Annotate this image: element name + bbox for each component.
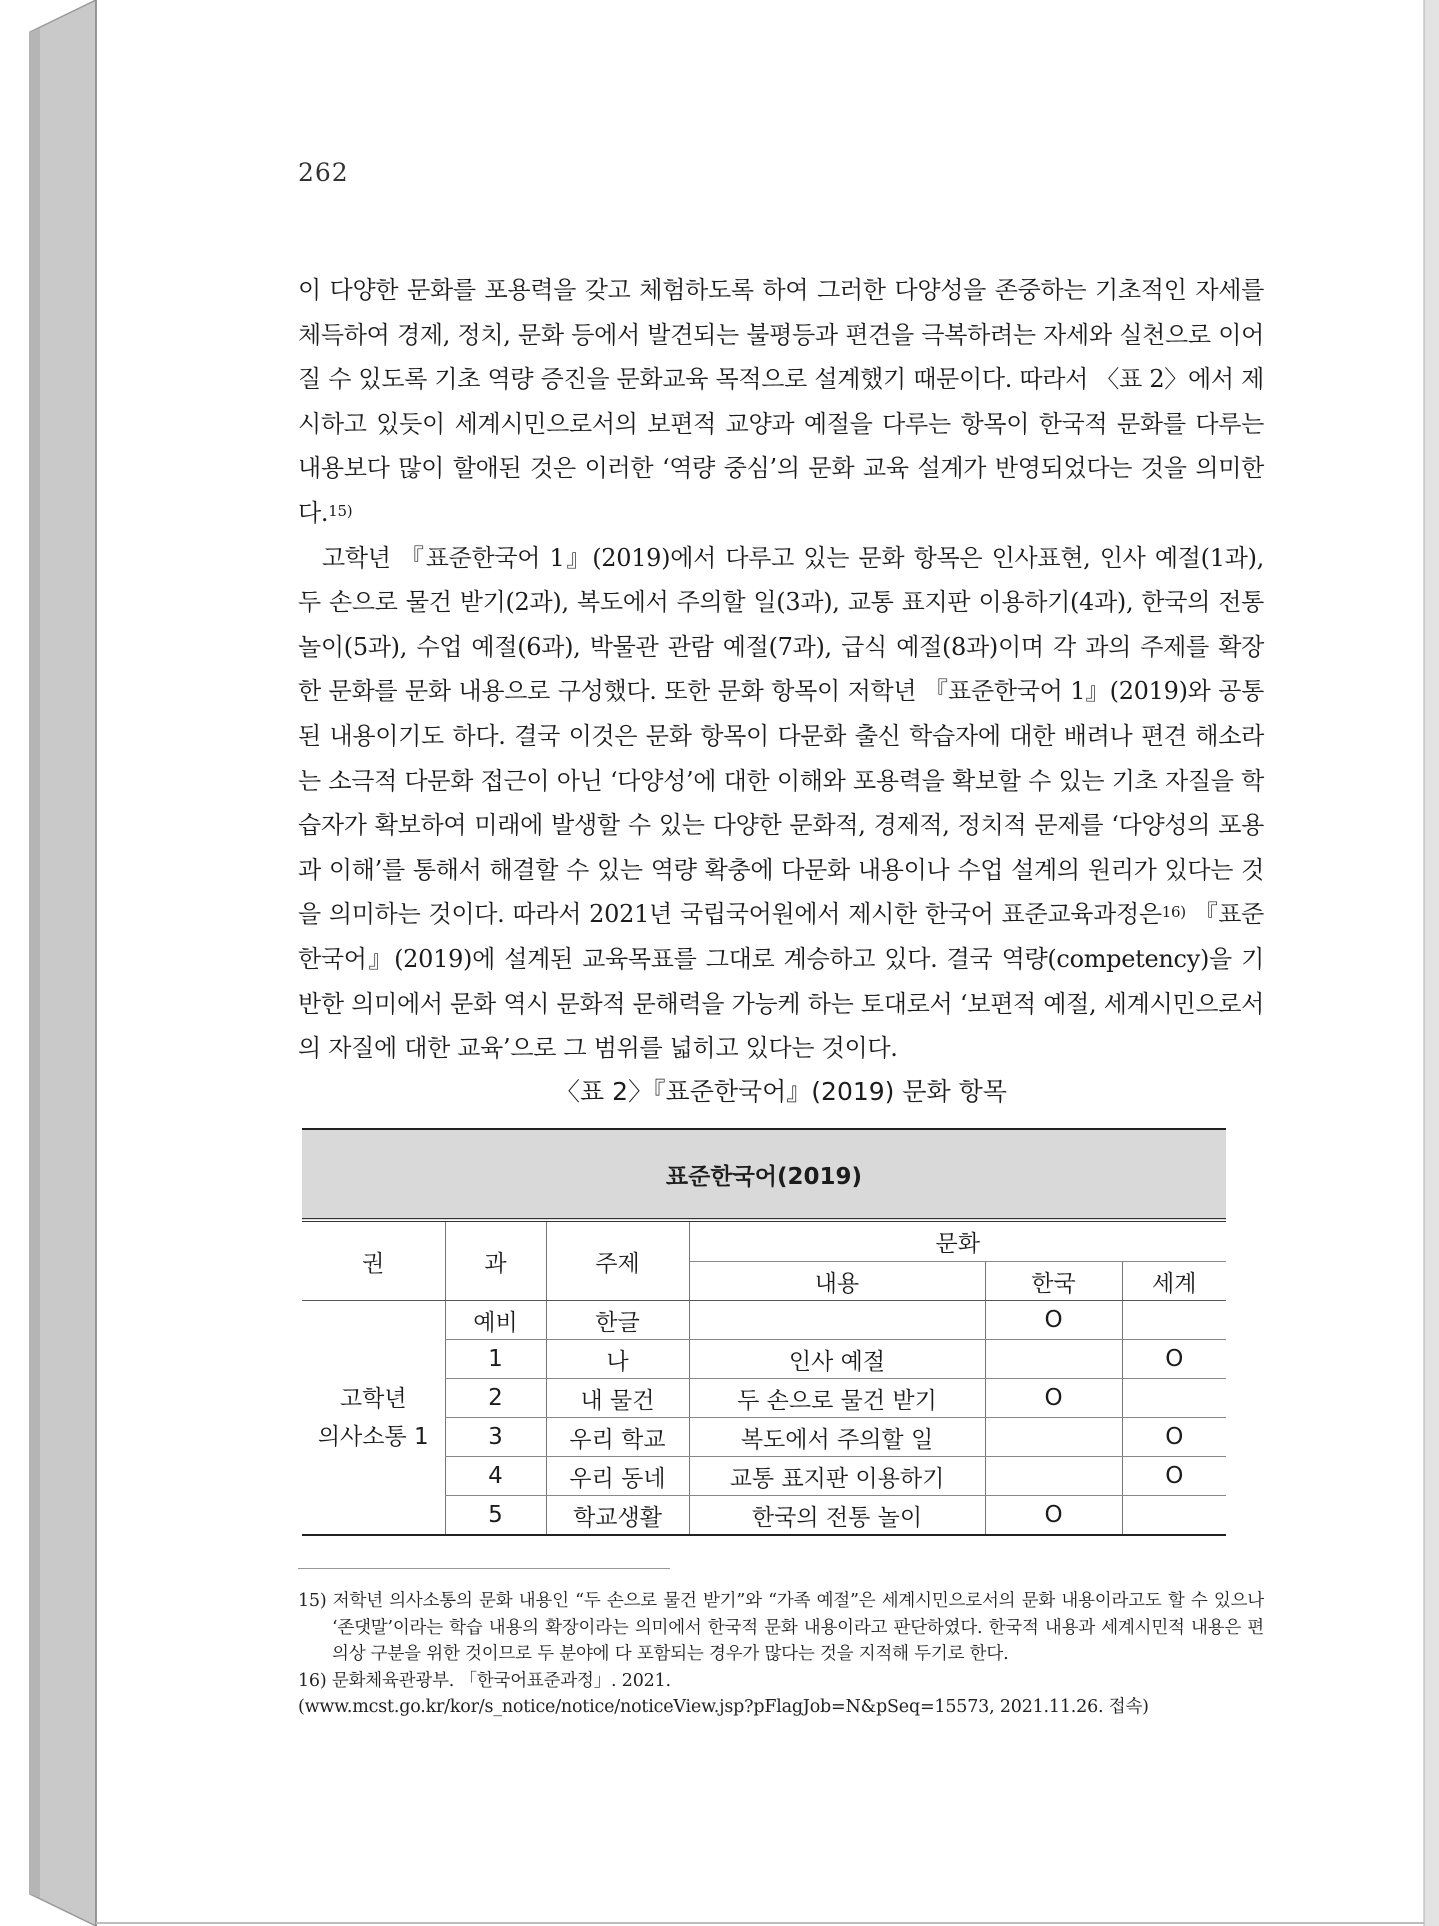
lesson-cell: 3 <box>445 1418 546 1457</box>
volume-cell <box>302 1301 445 1536</box>
korea-mark: O <box>985 1496 1122 1536</box>
world-mark <box>1122 1379 1226 1418</box>
culture-table-wrapper <box>302 1128 1226 1536</box>
paragraph-1 <box>298 268 1264 536</box>
body-text <box>298 268 1264 1071</box>
korea-mark: O <box>985 1301 1122 1340</box>
table-caption: 〈표 2〉『표준한국어』(2019) 문화 항목 <box>555 1077 1007 1106</box>
footnotes <box>298 1588 1264 1721</box>
content-cell: 교통 표지판 이용하기 <box>689 1457 985 1496</box>
topic-cell: 우리 동네 <box>546 1457 689 1496</box>
footnote-16-url: (www.mcst.go.kr/kor/s_notice/notice/noticeView.jsp?pFlagJob=N&pSeq=15573, 2021.11.26. 접속) <box>298 1697 1149 1717</box>
topic-cell: 한글 <box>546 1301 689 1340</box>
footnote-15: 15) 저학년 의사소통의 문화 내용인 “두 손으로 물건 받기”와 “가족 예절”은 세계시민으로서의 문화 내용이라고도 할 수 있으나 ‘존댓말’이라는 학습 내용의 확장이라는 의미에서 한국적 문화 내용이라고 판단하였다. 한국적 내용과 세계시민적 내용은 편의상 구분을 위한 것이므로 두 분야에 다 포함되는 경우가 많다는 것을 지적해 두기로 한다. <box>298 1591 1264 1664</box>
footnote-ref-16[interactable]: 16) <box>1161 903 1186 922</box>
content-cell: 두 손으로 물건 받기 <box>689 1379 985 1418</box>
world-mark <box>1122 1301 1226 1340</box>
culture-table <box>302 1128 1226 1536</box>
lesson-cell: 예비 <box>445 1301 546 1340</box>
korea-mark <box>985 1340 1122 1379</box>
header-content: 내용 <box>689 1262 985 1301</box>
topic-cell: 나 <box>546 1340 689 1379</box>
lesson-cell: 4 <box>445 1457 546 1496</box>
table-row <box>302 1301 1226 1340</box>
lesson-cell: 1 <box>445 1340 546 1379</box>
korea-mark <box>985 1457 1122 1496</box>
topic-cell: 우리 학교 <box>546 1418 689 1457</box>
world-mark: O <box>1122 1457 1226 1496</box>
page-number: 262 <box>298 158 349 187</box>
paragraph-text: 이 다양한 문화를 포용력을 갖고 체험하도록 하여 그러한 다양성을 존중하는 기초적인 자세를 체득하여 경제, 정치, 문화 등에서 발견되는 불평등과 편견을 극복하려는 자세와 실천으로 이어질 수 있도록 기초 역량 증진을 문화교육 목적으로 설계했기 때문이다. 따라서 〈표 2〉에서 제시하고 있듯이 세계시민으로서의 보편적 교양과 예절을 다루는 항목이 한국적 문화를 다루는 내용보다 많이 할애된 것은 이러한 ‘역량 중심’의 문화 교육 설계가 반영되었다는 것을 의미한다. <box>298 276 1264 527</box>
footnote-16: 16) 문화체육관광부. 「한국어표준과정」. 2021. <box>298 1670 671 1691</box>
header-culture: 문화 <box>689 1220 1226 1262</box>
topic-cell: 내 물건 <box>546 1379 689 1418</box>
paragraph-text: 『표준한국어』(2019)에 설계된 교육목표를 그대로 계승하고 있다. 결국 역량(competency)을 기반한 의미에서 문화 역시 문화적 문해력을 가능케 하는 토대로서 ‘보편적 예절, 세계시민으로서의 자질에 대한 교육’으로 그 범위를 넓히고 있다는 것이다. <box>298 900 1264 1063</box>
content-cell <box>689 1301 985 1340</box>
table-title: 표준한국어(2019) <box>302 1129 1226 1220</box>
world-mark: O <box>1122 1340 1226 1379</box>
footnote-ref-15[interactable]: 15) <box>328 501 353 520</box>
lesson-cell: 2 <box>445 1379 546 1418</box>
header-world: 세계 <box>1122 1262 1226 1301</box>
volume-label-line-1: 고학년 <box>339 1385 407 1412</box>
header-lesson: 과 <box>445 1220 546 1301</box>
topic-cell: 학교생활 <box>546 1496 689 1536</box>
header-korea: 한국 <box>985 1262 1122 1301</box>
volume-label-line-2: 의사소통 1 <box>317 1423 429 1450</box>
content-cell: 인사 예절 <box>689 1340 985 1379</box>
content-cell: 복도에서 주의할 일 <box>689 1418 985 1457</box>
korea-mark <box>985 1418 1122 1457</box>
world-mark: O <box>1122 1418 1226 1457</box>
content-cell: 한국의 전통 놀이 <box>689 1496 985 1536</box>
lesson-cell: 5 <box>445 1496 546 1536</box>
header-topic: 주제 <box>546 1220 689 1301</box>
paragraph-2 <box>298 536 1264 1071</box>
header-volume: 권 <box>302 1220 445 1301</box>
korea-mark: O <box>985 1379 1122 1418</box>
paragraph-text: 고학년 『표준한국어 1』(2019)에서 다루고 있는 문화 항목은 인사표현, 인사 예절(1과), 두 손으로 물건 받기(2과), 복도에서 주의할 일(3과), 교통 표지판 이용하기(4과), 한국의 전통 놀이(5과), 수업 예절(6과), 박물관 관람 예절(7과), 급식 예절(8과)이며 각 과의 주제를 확장한 문화를 문화 내용으로 구성했다. 또한 문화 항목이 저학년 『표준한국어 1』(2019)와 공통된 내용이기도 하다. 결국 이것은 문화 항목이 다문화 출신 학습자에 대한 배려나 편견 해소라는 소극적 다문화 접근이 아닌 ‘다양성’에 대한 이해와 포용력을 확보할 수 있는 기초 자질을 학습자가 확보하여 미래에 발생할 수 있는 다양한 문화적, 경제적, 정치적 문제를 ‘다양성의 포용과 이해’를 통해서 해결할 수 있는 역량 확충에 다문화 내용이나 수업 설계의 원리가 있다는 것을 의미하는 것이다. 따라서 2021년 국립국어원에서 제시한 한국어 표준교육과정은 <box>298 543 1264 929</box>
footnote-divider <box>298 1568 670 1569</box>
world-mark <box>1122 1496 1226 1536</box>
